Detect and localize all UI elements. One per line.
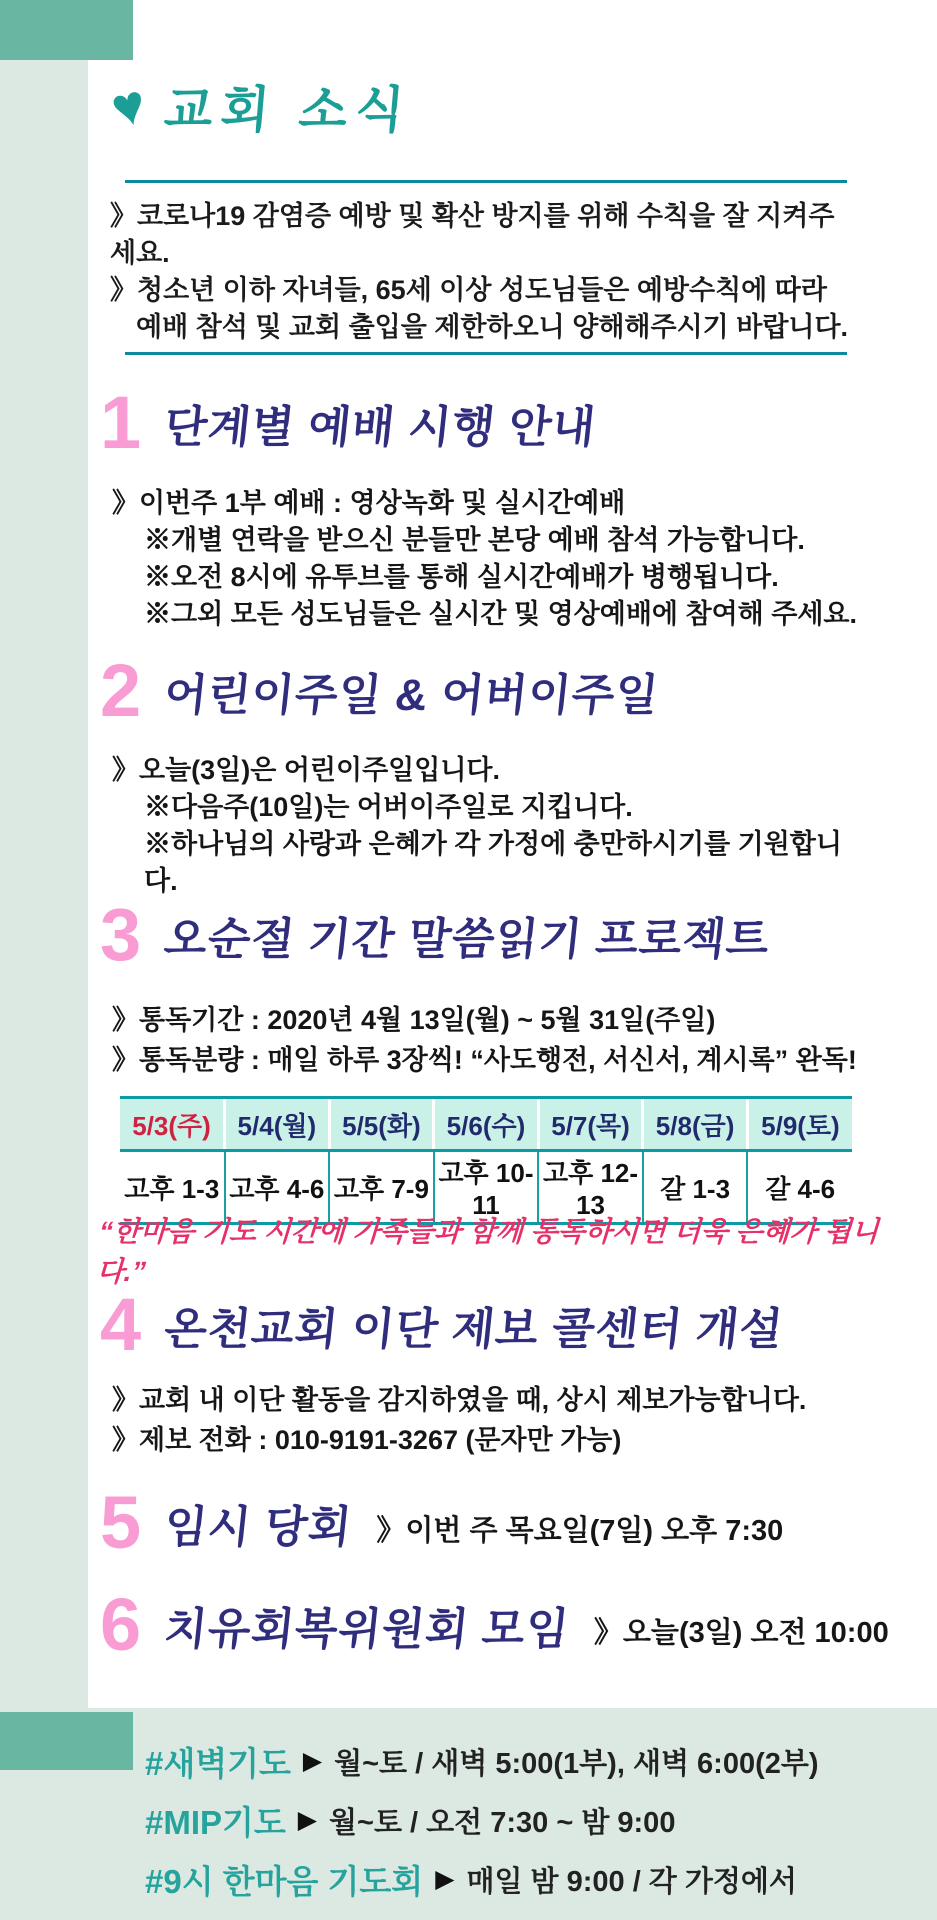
section-number: 5 xyxy=(100,1481,142,1564)
arrow-right-icon: ▶ xyxy=(302,1747,323,1775)
table-header-cell-sunday: 5/3(주) xyxy=(120,1098,225,1151)
prayer-detail: 월~토 / 새벽 5:00(1부), 새벽 6:00(2부) xyxy=(334,1748,819,1780)
section-line: 》통독기간 : 2020년 4월 13일(월) ~ 5월 31일(주일) xyxy=(112,1005,716,1035)
table-header-cell: 5/6(수) xyxy=(434,1098,539,1151)
section-line: 》통독분량 : 매일 하루 3장씩! “사도행전, 서신서, 계시록” 완독! xyxy=(112,1045,857,1075)
section-title: 치유회복위원회 모임 xyxy=(162,1605,573,1655)
section-number: 6 xyxy=(100,1583,142,1666)
arrow-right-icon: ▶ xyxy=(435,1865,455,1893)
prayer-item xyxy=(145,1797,819,1844)
table-header-cell: 5/8(금) xyxy=(643,1098,748,1151)
table-header-cell: 5/4(월) xyxy=(225,1098,330,1151)
notice-line: 예배 참석 및 교회 출입을 제한하오니 양해해주시기 바랍니다. xyxy=(136,312,849,342)
corner-accent-bottom xyxy=(0,1712,133,1770)
section-number: 2 xyxy=(100,649,142,732)
notice-line: 》청소년 이하 자녀들, 65세 이상 성도님들은 예방수칙에 따라 xyxy=(110,275,827,305)
section-inline-detail: 》오늘(3일) 오전 10:00 xyxy=(593,1616,889,1649)
divider-notice-bottom xyxy=(125,352,847,355)
section-line: ※개별 연락을 받으신 분들만 본당 예배 참석 가능합니다. xyxy=(144,525,805,555)
table-cell: 고후 7-9 xyxy=(329,1151,434,1224)
covid-notice xyxy=(110,198,850,346)
table-cell: 고후 1-3 xyxy=(120,1151,225,1224)
table-cell: 고후 12-13 xyxy=(538,1151,643,1224)
page-header xyxy=(104,70,415,142)
encouragement-quote: “한마음 기도 시간에 가족들과 함께 통독하시면 더욱 은혜가 됩니다.” xyxy=(96,1216,880,1287)
section-5-heading xyxy=(100,1481,784,1564)
section-line: 》교회 내 이단 활동을 감지하였을 때, 상시 제보가능합니다. xyxy=(112,1385,807,1415)
page-title: 교회 소식 xyxy=(162,82,415,138)
section-number: 1 xyxy=(100,381,142,464)
section-2-body xyxy=(112,752,857,900)
section-4-heading xyxy=(100,1283,786,1366)
section-line: 》오늘(3일)은 어린이주일입니다. xyxy=(112,755,500,785)
section-4-body xyxy=(112,1380,857,1460)
section-line: ※그외 모든 성도님들은 실시간 및 영상예배에 참여해 주세요. xyxy=(144,599,857,629)
table-header-row xyxy=(120,1098,852,1151)
section-3-heading xyxy=(100,893,773,976)
section-number: 3 xyxy=(100,893,142,976)
heart-icon: ♥ xyxy=(104,70,153,141)
section-inline-detail: 》이번 주 목요일(7일) 오후 7:30 xyxy=(376,1514,784,1547)
section-line: 》제보 전화 : 010-9191-3267 (문자만 가능) xyxy=(112,1425,622,1455)
section-line: ※하나님의 사랑과 은혜가 각 가정에 충만하시기를 기원합니다. xyxy=(144,829,842,896)
section-1-heading xyxy=(100,381,599,464)
section-1-body xyxy=(112,485,857,633)
prayer-item xyxy=(145,1856,819,1903)
notice-line: 》코로나19 감염증 예방 및 확산 방지를 위해 수칙을 잘 지켜주세요. xyxy=(110,201,835,268)
table-header-cell: 5/7(목) xyxy=(538,1098,643,1151)
section-line: ※오전 8시에 유투브를 통해 실시간예배가 병행됩니다. xyxy=(144,562,779,592)
prayer-schedule xyxy=(145,1738,819,1903)
section-title: 어린이주일 & 어버이주일 xyxy=(162,671,662,721)
prayer-detail: 매일 밤 9:00 / 각 가정에서 xyxy=(466,1866,797,1898)
reading-plan-table xyxy=(120,1096,852,1225)
prayer-item xyxy=(145,1738,819,1785)
section-6-heading xyxy=(100,1583,889,1666)
section-title: 온천교회 이단 제보 콜센터 개설 xyxy=(162,1305,786,1355)
section-title: 단계별 예배 시행 안내 xyxy=(162,403,599,453)
arrow-right-icon: ▶ xyxy=(297,1806,318,1834)
table-header-cell: 5/5(화) xyxy=(329,1098,434,1151)
section-line: 》이번주 1부 예배 : 영상녹화 및 실시간예배 xyxy=(112,488,626,518)
prayer-detail: 월~토 / 오전 7:30 ~ 밤 9:00 xyxy=(329,1807,676,1839)
section-title: 오순절 기간 말씀읽기 프로젝트 xyxy=(162,915,773,965)
section-number: 4 xyxy=(100,1283,142,1366)
corner-accent-top xyxy=(0,0,133,60)
table-cell: 고후 10-11 xyxy=(434,1151,539,1224)
table-header-cell: 5/9(토) xyxy=(747,1098,852,1151)
section-3-body xyxy=(112,1000,857,1080)
table-cell: 갈 1-3 xyxy=(643,1151,748,1224)
prayer-tag: #9시 한마음 기도회 xyxy=(145,1863,424,1900)
prayer-tag: #새벽기도 xyxy=(145,1745,291,1782)
section-2-heading xyxy=(100,649,662,732)
table-cell: 고후 4-6 xyxy=(225,1151,330,1224)
section-line: ※다음주(10일)는 어버이주일로 지킵니다. xyxy=(144,792,633,822)
section-title: 임시 당회 xyxy=(162,1503,355,1553)
table-cell: 갈 4-6 xyxy=(747,1151,852,1224)
prayer-tag: #MIP기도 xyxy=(145,1804,286,1841)
divider-top xyxy=(125,180,847,183)
